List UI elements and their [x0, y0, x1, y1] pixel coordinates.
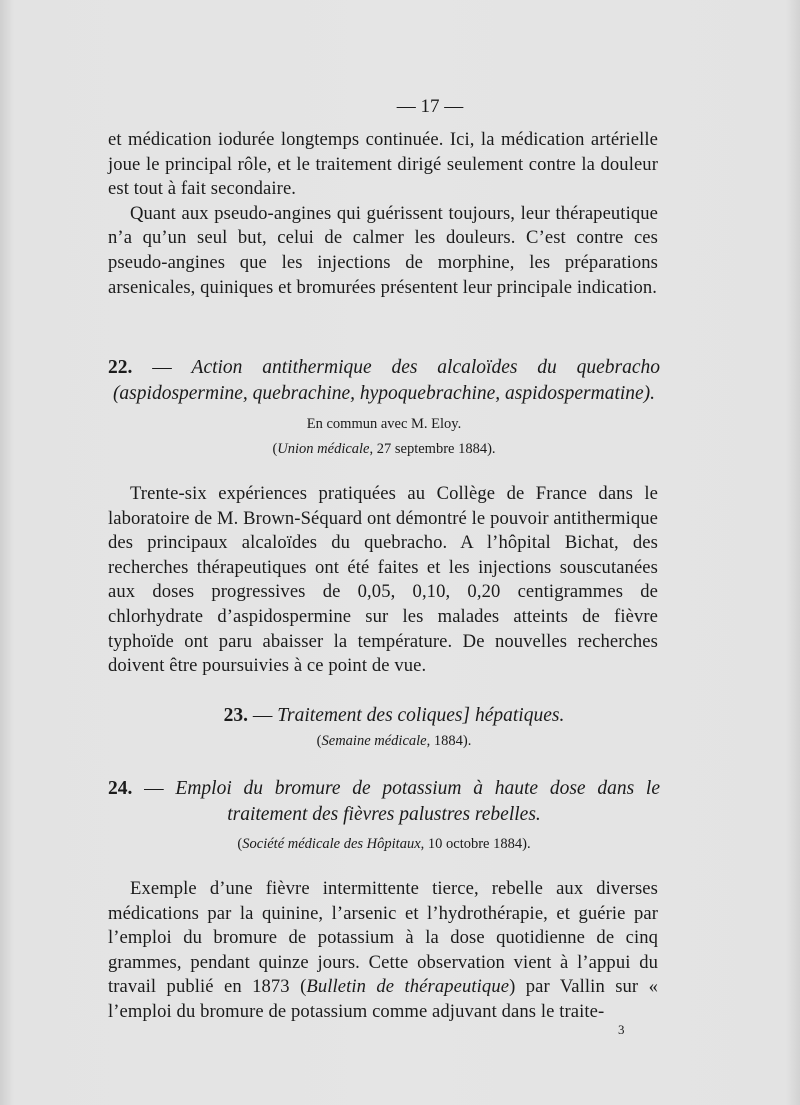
entry-24-journal: Bulletin de thérapeutique [306, 976, 510, 998]
entry-22-number: 22. [108, 357, 133, 378]
entry-22-coauthor: En commun avec M. Eloy. [306, 416, 462, 432]
entry-23-title: 23. — Traitement des coliques] hépatiques. [223, 705, 565, 726]
signature-mark: 3 [618, 1022, 625, 1037]
entry-24-body [108, 877, 658, 1025]
entry-22-heading: Action antithermique des alcaloïdes du quebracho (aspidospermine, quebrachine, hypoquebrachine, aspidospermatine). [112, 357, 660, 404]
entry-22-paragraph: Trente-six expériences pratiquées au Collège de France dans le laboratoire de M. Brown-Séquard ont démontré le pouvoir antithermique des principaux alcaloïdes du quebracho. A l’hôpital Bichat, des recherches thérapeutiques ont été faites et les injections souscutanées aux doses progressives de 0,05, 0,10, 0,20 centigrammes de chlorhydrate d’aspidospermine sur les malades atteints de fièvre typhoïde ont paru abaisser la température. De nouvelles recherches doivent être poursuivies à ce point de vue. [108, 483, 658, 677]
entry-24-title: 24. — Emploi du bromure de potassium à haute dose dans le traitement des fièvres palustres rebelles. [108, 778, 661, 825]
intro-paragraph-2: Quant aux pseudo-angines qui guérissent toujours, leur thérapeutique n’a qu’un seul but, celui de calmer les douleurs. C’est contre ces pseudo-angines que les injections de morphine, les préparations arsenicales, quiniques et bromurées présentent leur principale indication. [108, 202, 658, 298]
entry-24-source: Société médicale des Hôpitaux [242, 836, 421, 852]
entry-24-date: , 10 octobre 1884). [420, 836, 531, 852]
entry-23-heading: Traitement des coliques] hépatiques. [277, 705, 565, 726]
entry-23-number: 23. [223, 705, 249, 726]
entry-23-source: Semaine médicale [321, 733, 427, 749]
entry-22-source: Union médicale [277, 441, 370, 457]
entry-22-title: 22. — Action antithermique des alcaloïdes du quebracho (aspidospermine, quebrachine, hypoquebrachine, aspidospermatine). [108, 357, 660, 404]
entry-22-citation: (Union médicale, 27 septembre 1884). [272, 441, 496, 457]
entry-22-date: , 27 septembre 1884). [369, 441, 496, 457]
entry-24-heading: Emploi du bromure de potassium à haute dose dans le traitement des fièvres palustres rebelles. [175, 778, 661, 825]
entry-24-paragraph: Exemple d’une fièvre intermittente tierce, rebelle aux diverses médications par la quinine, l’arsenic et l’hydrothérapie, et guérie par l’emploi du bromure de potassium à la dose quotidienne de cinq grammes, pendant quinze jours. Cette observation vient à l’appui du travail publié en 1873 (Bulletin de thérapeutique) par Vallin sur « l’emploi du bromure de potassium comme adjuvant dans le traite- [108, 878, 658, 1022]
entry-24-citation: (Société médicale des Hôpitaux, 10 octobre 1884). [237, 836, 531, 852]
intro-text [108, 128, 658, 300]
entry-23-date: , 1884). [426, 733, 472, 749]
page-number: — 17 — [396, 96, 464, 117]
entry-24-number: 24. [108, 778, 133, 799]
entry-23-citation: (Semaine médicale, 1884). [316, 733, 472, 749]
entry-22-body [108, 482, 658, 679]
intro-paragraph-1: et médication iodurée longtemps continuée. Ici, la médication artérielle joue le principal rôle, et le traitement dirigé seulement contre la douleur est tout à fait secondaire. [108, 129, 658, 200]
